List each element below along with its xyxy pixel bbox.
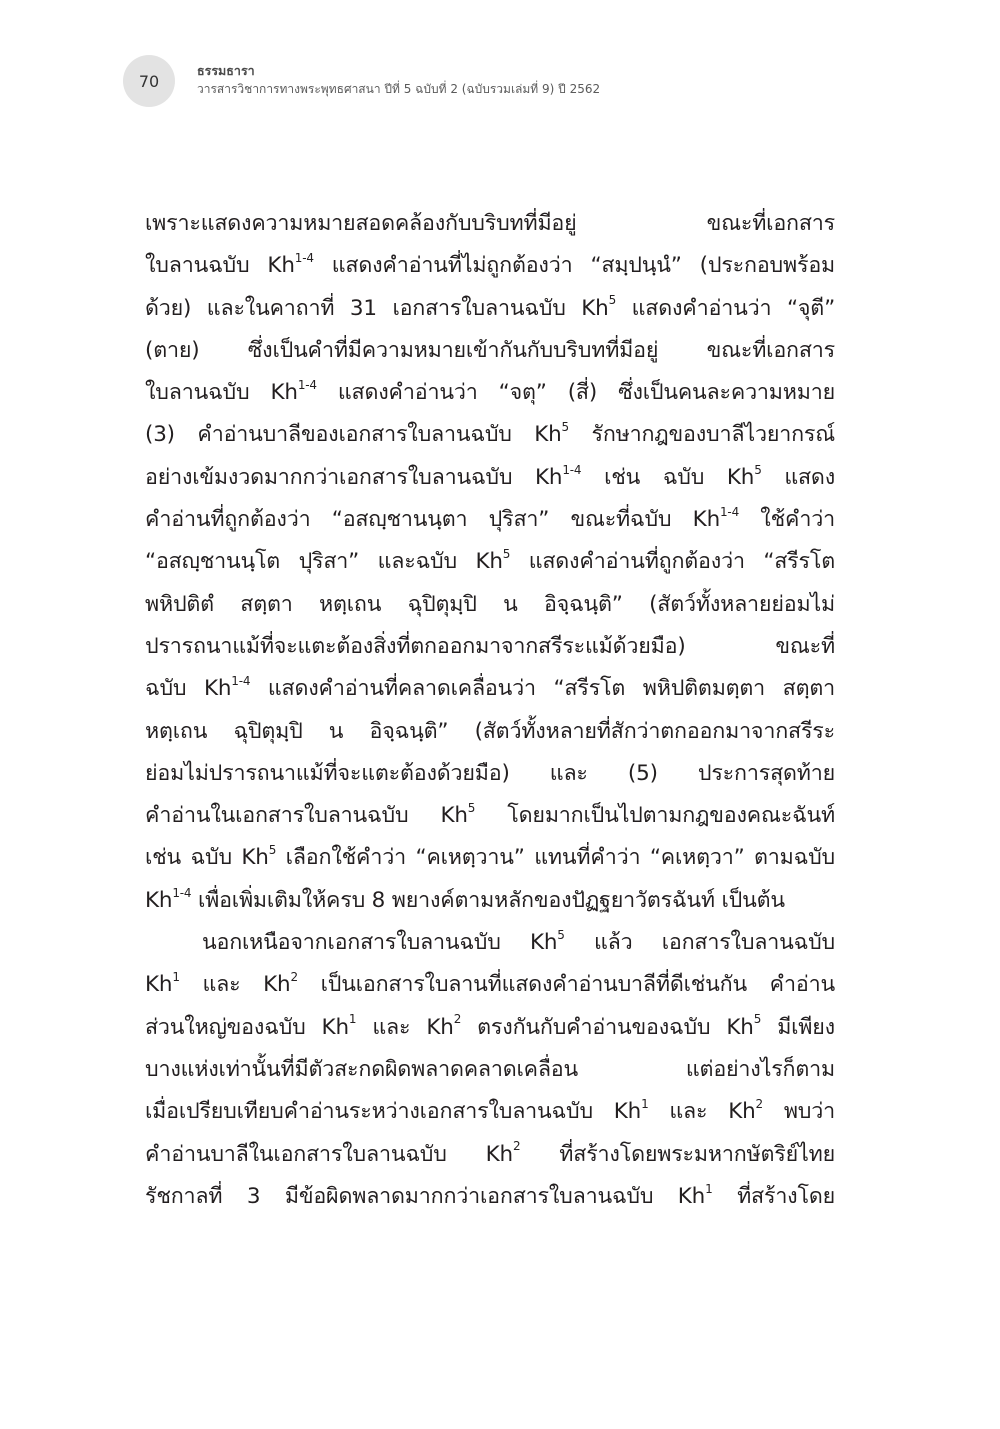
superscript: 1-4 [294,251,314,266]
text-segment: คำอ่านบาลีในเอกสารใบลานฉบับ Kh [145,1141,513,1167]
text-segment: (3) คำอ่านบาลีของเอกสารใบลานฉบับ Kh [145,422,562,448]
text-segment: ตรงกันกับคำอ่านของฉบับ Kh [461,1014,754,1040]
superscript: 5 [467,801,476,815]
text-line [145,626,835,668]
superscript: 2 [512,1139,521,1154]
journal-name: ธรรมธารา [197,63,255,78]
superscript: 5 [753,1012,762,1027]
text-segment: มีเพียง [761,1014,835,1040]
superscript: 5 [608,293,617,308]
superscript: 2 [290,970,298,985]
superscript: 1-4 [297,378,317,393]
superscript: 1-4 [172,885,192,900]
text-segment: แสดงคำอ่านที่คลาดเคลื่อนว่า “สรีรโต พหิปติตมตฺตา สตฺตา [250,676,835,702]
text-line [145,372,835,414]
text-line [145,414,835,456]
superscript: 5 [561,420,569,435]
text-segment: เช่น ฉบับ Kh [581,464,755,490]
text-line [145,964,835,1006]
text-segment: รัชกาลที่ 3 มีข้อผิดพลาดมากกว่าเอกสารใบลานฉบับ Kh [145,1183,706,1209]
superscript: 5 [502,547,511,562]
superscript: 1 [172,970,180,985]
text-line [145,330,835,372]
text-segment: ที่สร้างโดยพระมหากษัตริย์ไทย [520,1141,835,1167]
text-segment: หตฺเถน ฉุปิตุมฺปิ น อิจฺฉนฺติ” (สัตว์ทั้งหลายที่สักว่าตกออกมาจากสรีระ [145,718,835,744]
text-segment: รักษากฎของบาลีไวยากรณ์ [568,422,836,448]
text-segment: ใบลานฉบับ Kh [145,380,298,406]
text-line [145,1134,835,1176]
text-segment: “อสญฺชานนฺโต ปุริสา” และฉบับ Kh [145,549,503,575]
text-segment: เพราะแสดงความหมายสอดคล้องกับบริบทที่มีอยู่ ขณะที่เอกสาร [145,211,835,236]
superscript: 5 [754,462,762,477]
superscript: 1-4 [231,674,251,689]
text-line [145,1176,835,1218]
superscript: 1 [641,1097,649,1112]
text-segment: นอกเหนือจากเอกสารใบลานฉบับ Kh [202,930,558,956]
text-segment: อย่างเข้มงวดมากกว่าเอกสารใบลานฉบับ Kh [145,464,563,490]
text-segment: แสดงคำอ่านว่า “จตุ” (สี่) ซึ่งเป็นคนละความหมาย [316,380,835,406]
page-number: 70 [138,71,160,91]
text-segment: และ Kh [648,1099,756,1125]
text-line [145,711,835,753]
text-line [145,1049,835,1091]
text-segment: แล้ว เอกสารใบลานฉบับ [564,930,835,956]
page-number-badge [123,55,175,107]
superscript: 1-4 [720,504,739,519]
text-segment: และ Kh [356,1014,454,1040]
superscript: 2 [453,1012,462,1027]
text-segment: พบว่า [762,1099,835,1125]
text-segment: (ตาย) ซึ่งเป็นคำที่มีความหมายเข้ากันกับบริบทที่มีอยู่ ขณะที่เอกสาร [145,337,835,363]
superscript: 5 [268,843,277,858]
text-segment: แสดง [761,464,835,490]
text-segment: แสดงคำอ่านว่า “จุตี” [616,295,836,321]
text-segment: โดยมากเป็นไปตามกฎของคณะฉันท์ [475,803,835,829]
superscript: 2 [755,1097,763,1112]
text-segment: แสดงคำอ่านที่ไม่ถูกต้องว่า “สมฺปนฺนํ” (ประกอบพร้อม [313,253,835,279]
journal-subtitle: วารสารวิชาการทางพระพุทธศาสนา ปีที่ 5 ฉบับที่ 2 (ฉบับรวมเล่มที่ 9) ปี 2562 [197,82,601,96]
text-segment: ปรารถนาแม้ที่จะแตะต้องสิ่งที่ตกออกมาจากสรีระแม้ด้วยมือ) ขณะที่ [145,633,835,659]
running-header [197,62,897,98]
text-segment: ส่วนใหญ่ของฉบับ Kh [145,1014,349,1040]
text-segment: พหิปติตํ สตฺตา หตฺเถน ฉุปิตุมฺปิ น อิจฺฉนฺติ” (สัตว์ทั้งหลายย่อมไม่ [145,591,835,617]
text-line [145,499,835,541]
superscript: 5 [557,927,565,942]
text-segment: Kh [145,972,173,998]
superscript: 1 [705,1181,713,1196]
superscript: 1-4 [562,462,582,477]
text-segment: ฉบับ Kh [145,676,232,702]
text-segment: ที่สร้างโดย [712,1183,835,1209]
text-line [145,245,835,287]
text-line [145,288,835,330]
text-segment: เป็นเอกสารใบลานที่แสดงคำอ่านบาลีที่ดีเช่นกัน คำอ่าน [297,972,836,998]
text-line [145,203,835,245]
text-line [145,457,835,499]
text-line [145,668,835,710]
text-segment: คำอ่านที่ถูกต้องว่า “อสญฺชานนฺตา ปุริสา” ขณะที่ฉบับ Kh [145,507,720,533]
text-segment: ใช้คำว่า [739,507,835,533]
text-line [145,1091,835,1133]
text-line [145,837,835,879]
text-segment: คำอ่านในเอกสารใบลานฉบับ Kh [145,803,468,829]
text-line [145,584,835,626]
text-segment: ใบลานฉบับ Kh [145,253,295,279]
text-segment: ด้วย) และในคาถาที่ 31 เอกสารใบลานฉบับ Kh [145,295,609,321]
text-segment: แสดงคำอ่านที่ถูกต้องว่า “สรีรโต [510,549,835,575]
text-segment: เลือกใช้คำว่า “คเหตฺวาน” แทนที่คำว่า “คเหตฺวา” ตามฉบับ [276,845,835,871]
text-line [145,922,835,964]
text-line [145,795,835,837]
text-segment: เมื่อเปรียบเทียบคำอ่านระหว่างเอกสารใบลานฉบับ Kh [145,1099,642,1125]
text-segment: เพื่อเพิ่มเติมให้ครบ 8 พยางค์ตามหลักของปัฏฐยาวัตรฉันท์ เป็นต้น [191,887,785,913]
superscript: 1 [348,1012,357,1027]
text-segment: Kh [145,887,173,913]
text-line [145,1007,835,1049]
body-text [145,203,835,1218]
text-segment: และ Kh [179,972,291,998]
text-line [145,753,835,795]
text-segment: เช่น ฉบับ Kh [145,845,269,871]
text-line [145,880,835,922]
text-line [145,541,835,583]
text-segment: ย่อมไม่ปรารถนาแม้ที่จะแตะต้องด้วยมือ) และ (5) ประการสุดท้าย [145,760,835,786]
text-segment: บางแห่งเท่านั้นที่มีตัวสะกดผิดพลาดคลาดเคลื่อน แต่อย่างไรก็ตาม [145,1056,835,1082]
